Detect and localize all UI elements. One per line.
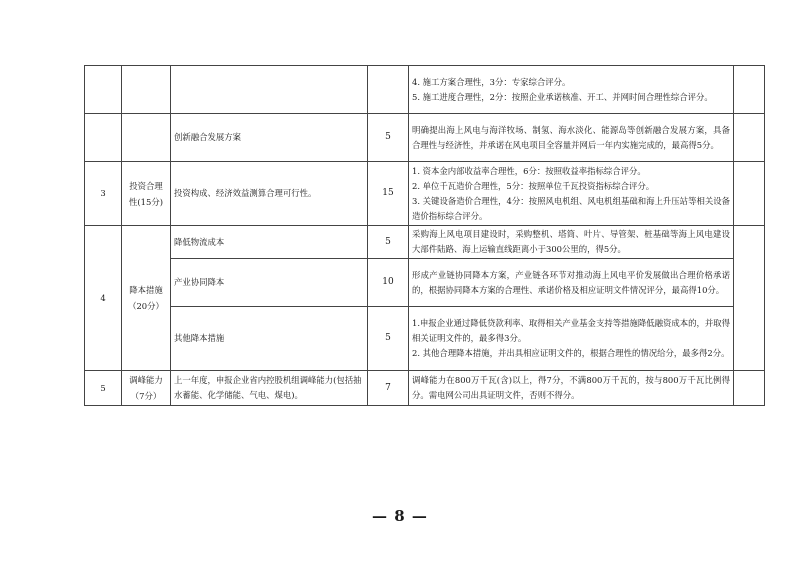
item-cell: 产业协同降本 bbox=[171, 259, 368, 307]
evaluation-table bbox=[84, 65, 765, 406]
table-row bbox=[85, 259, 765, 307]
criteria-cell bbox=[409, 162, 734, 226]
category-label: 投资合理 性(15分) bbox=[129, 180, 163, 207]
criteria-line: 1.申报企业通过降低贷款利率、取得相关产业基金支持等措施降低融资成本的，并取得相关证明文件的，最多得3分。 bbox=[412, 318, 730, 343]
table-row bbox=[85, 114, 765, 162]
row-number-cell bbox=[85, 66, 122, 114]
criteria-line: 5. 施工进度合理性，2分：按照企业承诺核准、开工、并网时间合理性综合评分。 bbox=[412, 91, 713, 102]
criteria-cell: 明确提出海上风电与海洋牧场、制氢、海水淡化、能源岛等创新融合发展方案，具备合理性与经济性，并承诺在风电项目全容量并网后一年内实施完成的，最高得5分。 bbox=[409, 114, 734, 162]
row-number-cell: 5 bbox=[85, 371, 122, 406]
row-number-cell: 3 bbox=[85, 162, 122, 226]
score-cell: 5 bbox=[368, 114, 409, 162]
criteria-cell: 形成产业链协同降本方案，产业链各环节对推动海上风电平价发展做出合理价格承诺的，根据协同降本方案的合理性、承诺价格及相应证明文件情况评分，最高得10分。 bbox=[409, 259, 734, 307]
blank-cell bbox=[734, 226, 765, 371]
table-row bbox=[85, 162, 765, 226]
item-cell: 创新融合发展方案 bbox=[171, 114, 368, 162]
table-row bbox=[85, 226, 765, 259]
criteria-line: 2. 单位千瓦造价合理性，5分：按照单位千瓦投资指标综合评分。 bbox=[412, 180, 655, 191]
page-number: — 8 — bbox=[372, 507, 428, 525]
criteria-line: 1. 资本金内部收益率合理性，6分：按照收益率指标综合评分。 bbox=[412, 165, 646, 176]
category-cell bbox=[122, 371, 171, 406]
criteria-line: 3. 关键设备造价合理性，4分：按照风电机组、风电机组基础和海上升压站等相关设备造价指标综合评分。 bbox=[412, 195, 730, 221]
table-row bbox=[85, 371, 765, 406]
criteria-cell: 调峰能力在800万千瓦(含)以上，得7分，不满800万千瓦的，按与800万千瓦比例得分。需电网公司出具证明文件，否则不得分。 bbox=[409, 371, 734, 406]
criteria-line: 2. 其他合理降本措施，并出具相应证明文件的，根据合理性的情况给分，最多得2分。 bbox=[412, 348, 730, 358]
score-cell: 7 bbox=[368, 371, 409, 406]
category-label: 调峰能力 （7分） bbox=[129, 375, 163, 401]
category-cell bbox=[122, 162, 171, 226]
item-cell: 降低物流成本 bbox=[171, 226, 368, 259]
blank-cell bbox=[734, 114, 765, 162]
score-cell: 15 bbox=[368, 162, 409, 226]
item-cell bbox=[171, 66, 368, 114]
category-cell bbox=[122, 66, 171, 114]
criteria-cell: 采购海上风电项目建设时，采购整机、塔筒、叶片、导管架、桩基础等海上风电建设大部件陆路、海上运输直线距离小于300公里的，得5分。 bbox=[409, 226, 734, 259]
category-label: 降本措施 （20分） bbox=[128, 285, 164, 311]
item-cell: 投资构成、经济效益测算合理可行性。 bbox=[171, 162, 368, 226]
criteria-cell bbox=[409, 66, 734, 114]
item-cell: 上一年度，申报企业省内控股机组调峰能力(包括抽水蓄能、化学储能、气电、煤电)。 bbox=[171, 371, 368, 406]
category-cell bbox=[122, 226, 171, 371]
blank-cell bbox=[734, 162, 765, 226]
blank-cell bbox=[734, 66, 765, 114]
criteria-line: 4. 施工方案合理性，3分：专家综合评分。 bbox=[412, 76, 571, 87]
table-row bbox=[85, 66, 765, 114]
category-cell bbox=[122, 114, 171, 162]
row-number-cell bbox=[85, 114, 122, 162]
criteria-cell bbox=[409, 307, 734, 371]
blank-cell bbox=[734, 371, 765, 406]
score-cell bbox=[368, 66, 409, 114]
table-row bbox=[85, 307, 765, 371]
score-cell: 5 bbox=[368, 226, 409, 259]
row-number-cell: 4 bbox=[85, 226, 122, 371]
score-cell: 10 bbox=[368, 259, 409, 307]
score-cell: 5 bbox=[368, 307, 409, 371]
item-cell: 其他降本措施 bbox=[171, 307, 368, 371]
